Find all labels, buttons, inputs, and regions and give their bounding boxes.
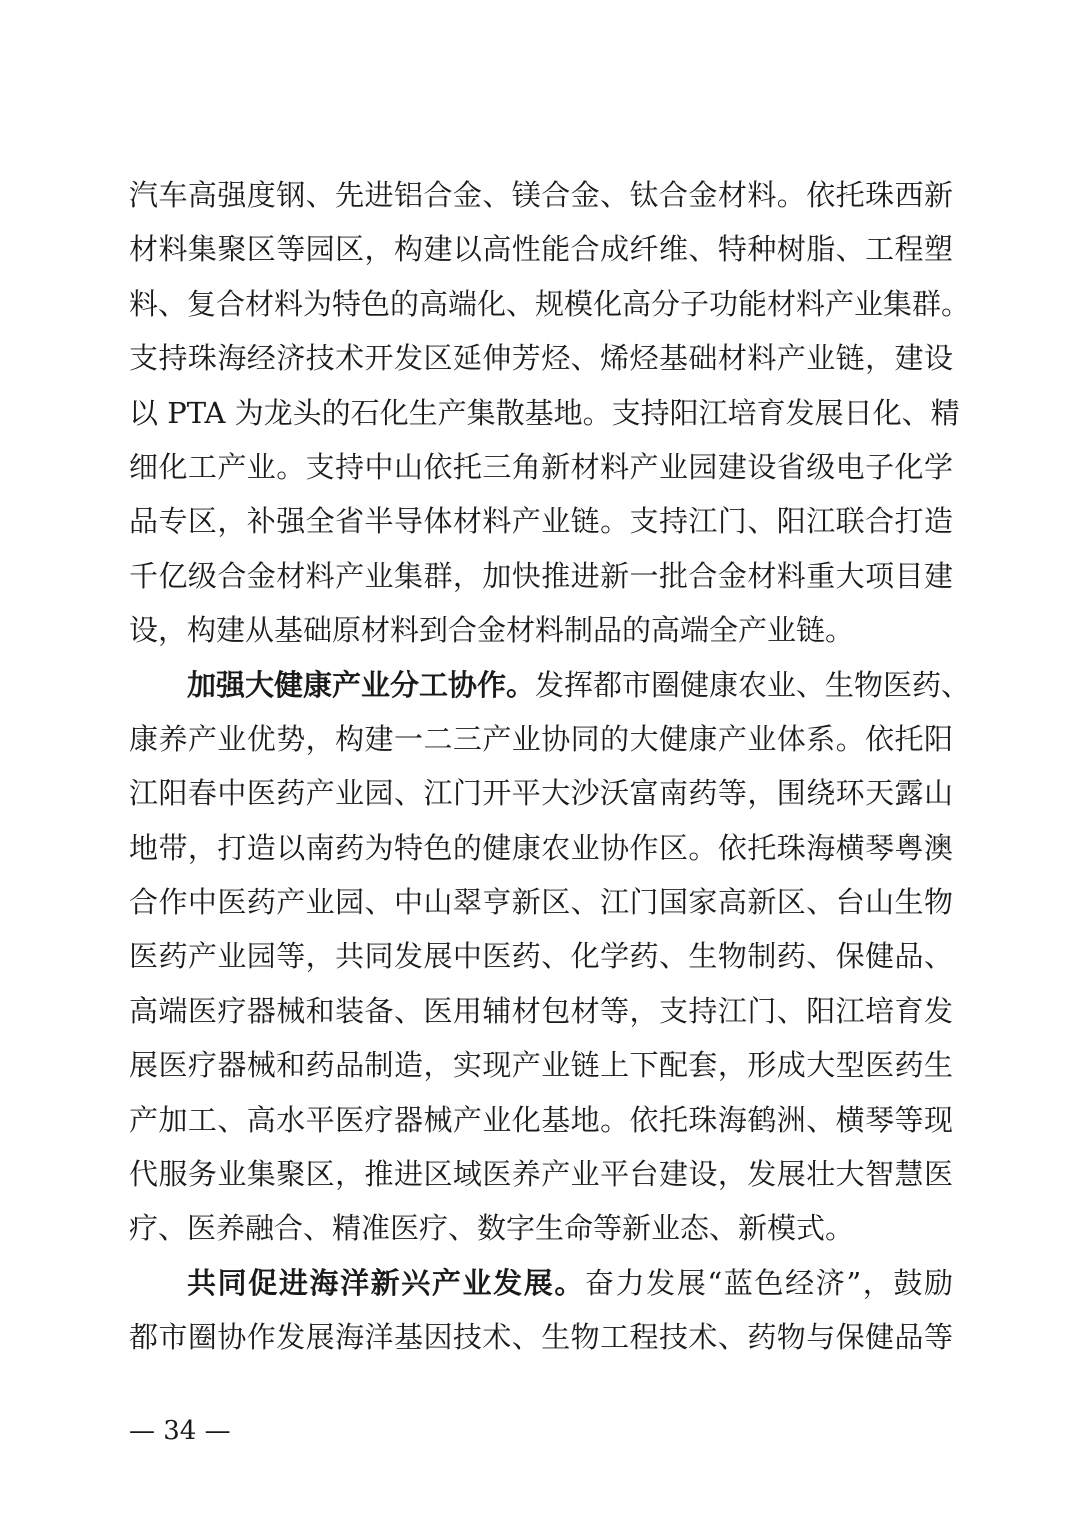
text-line: 都市圈协作发展海洋基因技术、生物工程技术、药物与保健品等 [129,1320,953,1355]
text-line: 合作中医药产业园、中山翠亨新区、江门国家高新区、台山生物 [129,885,953,920]
text-line: 医药产业园等，共同发展中医药、化学药、生物制药、保健品、 [129,939,953,974]
text-line: 代服务业集聚区，推进区域医养产业平台建设，发展壮大智慧医 [129,1157,953,1192]
text-line: 以 PTA 为龙头的石化生产集散基地。支持阳江培育发展日化、精 [129,395,960,430]
text-line: 材料集聚区等园区，构建以高性能合成纤维、特种树脂、工程塑 [129,232,953,267]
text-line: 产加工、高水平医疗器械产业化基地。依托珠海鹤洲、横琴等现 [129,1102,953,1137]
text-line: 千亿级合金材料产业集群，加快推进新一批合金材料重大项目建 [129,558,953,593]
text-line: 品专区，补强全省半导体材料产业链。支持江门、阳江联合打造 [129,504,953,539]
text-line: 支持珠海经济技术开发区延伸芳烃、烯烃基础材料产业链，建设 [129,341,953,376]
text-line: 地带，打造以南药为特色的健康农业协作区。依托珠海横琴粤澳 [129,830,953,865]
marine-paragraph-first-line [129,1256,953,1310]
text-line: 康养产业优势，构建一二三产业协同的大健康产业体系。依托阳 [129,721,953,756]
text-line: 设，构建从基础原材料到合金材料制品的高端全产业链。 [129,613,855,648]
marine-heading: 共同促进海洋新兴产业发展。 [187,1265,585,1300]
text-line: 疗、医养融合、精准医疗、数字生命等新业态、新模式。 [129,1211,855,1246]
health-first-rest: 发挥都市圈健康农业、生物医药、 [535,667,971,702]
text-line: 高端医疗器械和装备、医用辅材包材等，支持江门、阳江培育发 [129,993,953,1028]
text-line: 汽车高强度钢、先进铝合金、镁合金、钛合金材料。依托珠西新 [129,178,953,212]
body-text [129,168,971,1365]
health-heading: 加强大健康产业分工协作。 [187,667,536,702]
text-line: 料、复合材料为特色的高端化、规模化高分子功能材料产业集群。 [129,286,971,321]
marine-first-rest: 奋力发展“蓝色经济”，鼓励 [584,1265,953,1300]
text-line: 展医疗器械和药品制造，实现产业链上下配套，形成大型医药生 [129,1048,953,1083]
page-number: — 34 — [129,1416,231,1446]
text-line: 江阳春中医药产业园、江门开平大沙沃富南药等，围绕环天露山 [129,776,953,811]
health-paragraph-first-line [129,658,971,712]
text-line: 细化工产业。支持中山依托三角新材料产业园建设省级电子化学 [129,449,953,484]
